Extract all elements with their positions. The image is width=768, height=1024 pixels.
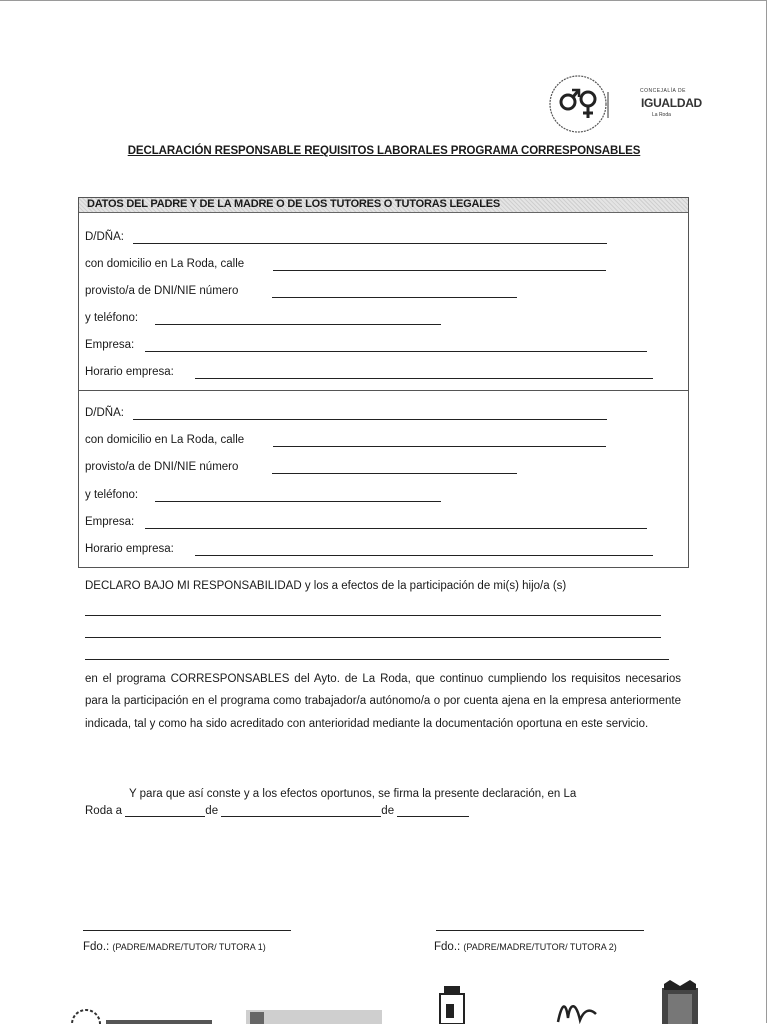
p2-phone-label: y teléfono: — [85, 489, 139, 501]
children-field-2[interactable] — [85, 637, 661, 638]
p1-address-field[interactable] — [273, 270, 606, 271]
logo-main-text: IGUALDAD — [641, 96, 702, 110]
p2-company-label: Empresa: — [85, 516, 135, 528]
signature-2-role: (PADRE/MADRE/TUTOR/ TUTORA 2) — [463, 942, 617, 952]
footer-logos — [0, 980, 768, 1024]
day-field[interactable] — [125, 806, 205, 817]
p1-dni-field[interactable] — [272, 297, 517, 298]
signature-label-2 — [434, 941, 617, 953]
p1-company-field[interactable] — [145, 351, 647, 352]
igualdad-logo — [548, 74, 702, 134]
p1-schedule-field[interactable] — [195, 378, 653, 379]
document-title: DECLARACIÓN RESPONSABLE REQUISITOS LABORALES PROGRAMA CORRESPONSABLES — [127, 145, 641, 157]
signature-2-prefix: Fdo.: — [434, 941, 461, 953]
p2-dni-label: provisto/a de DNI/NIE número — [85, 461, 239, 473]
p1-phone-field[interactable] — [155, 324, 441, 325]
children-field-1[interactable] — [85, 615, 661, 616]
children-field-3[interactable] — [85, 659, 669, 660]
body-paragraph: en el programa CORRESPONSABLES del Ayto. de La Roda, que continuo cumpliendo los requisitos necesarios para la participación en el programa como trabajador/a autónomo/a o por cuenta ajena en la empresa anteriormente indicada, tal y como ha sido acreditado con anterioridad mediante la documentación oportuna en este servicio. — [85, 673, 681, 730]
castilla-la-mancha-logo-icon — [440, 986, 464, 1024]
p1-dni-label: provisto/a de DNI/NIE número — [85, 285, 239, 297]
p1-company-label: Empresa: — [85, 339, 135, 351]
signature-line-1[interactable] — [83, 930, 291, 931]
p1-name-label: D/DÑA: — [85, 231, 124, 243]
p2-address-label: con domicilio en La Roda, calle — [85, 434, 245, 446]
signature-1-prefix: Fdo.: — [83, 941, 110, 953]
box-header — [79, 198, 688, 213]
p2-schedule-label: Horario empresa: — [85, 543, 174, 555]
signature-logo-icon — [558, 1006, 596, 1022]
declaration-text: DECLARO BAJO MI RESPONSABILIDAD y los a efectos de la participación de mi(s) hijo/a (s) — [85, 580, 567, 592]
p2-schedule-field[interactable] — [195, 555, 653, 556]
signature-line-2[interactable] — [436, 930, 644, 931]
corresponsables-logo-icon — [72, 1010, 212, 1024]
date-line — [85, 805, 469, 817]
year-field[interactable] — [397, 806, 469, 817]
signature-label-1 — [83, 941, 266, 953]
date-de-2: de — [381, 805, 395, 817]
month-field[interactable] — [221, 806, 381, 817]
box-header-text: DATOS DEL PADRE Y DE LA MADRE O DE LOS TUTORES O TUTORAS LEGALES — [87, 198, 500, 210]
p1-phone-label: y teléfono: — [85, 312, 139, 324]
closing-text: Y para que así conste y a los efectos oportunos, se firma la presente declaración, en La — [129, 788, 577, 800]
logo-top-text: CONCEJALÍA DE — [640, 88, 686, 94]
box-divider — [79, 390, 688, 391]
parents-data-box — [78, 197, 689, 568]
p2-name-label: D/DÑA: — [85, 407, 124, 419]
la-roda-coat-of-arms-icon — [662, 980, 698, 1024]
signature-1-role: (PADRE/MADRE/TUTOR/ TUTORA 1) — [112, 942, 266, 952]
p2-name-field[interactable] — [133, 419, 607, 420]
p2-phone-field[interactable] — [155, 501, 441, 502]
p2-address-field[interactable] — [273, 446, 606, 447]
p2-dni-field[interactable] — [272, 473, 517, 474]
p1-schedule-label: Horario empresa: — [85, 366, 174, 378]
date-prefix: Roda a — [85, 805, 123, 817]
date-de-1: de — [205, 805, 219, 817]
p1-name-field[interactable] — [133, 243, 607, 244]
p1-address-label: con domicilio en La Roda, calle — [85, 258, 245, 270]
ministry-logo-icon — [246, 1010, 382, 1024]
logo-sub-text: La Roda — [652, 112, 671, 118]
p2-company-field[interactable] — [145, 528, 647, 529]
